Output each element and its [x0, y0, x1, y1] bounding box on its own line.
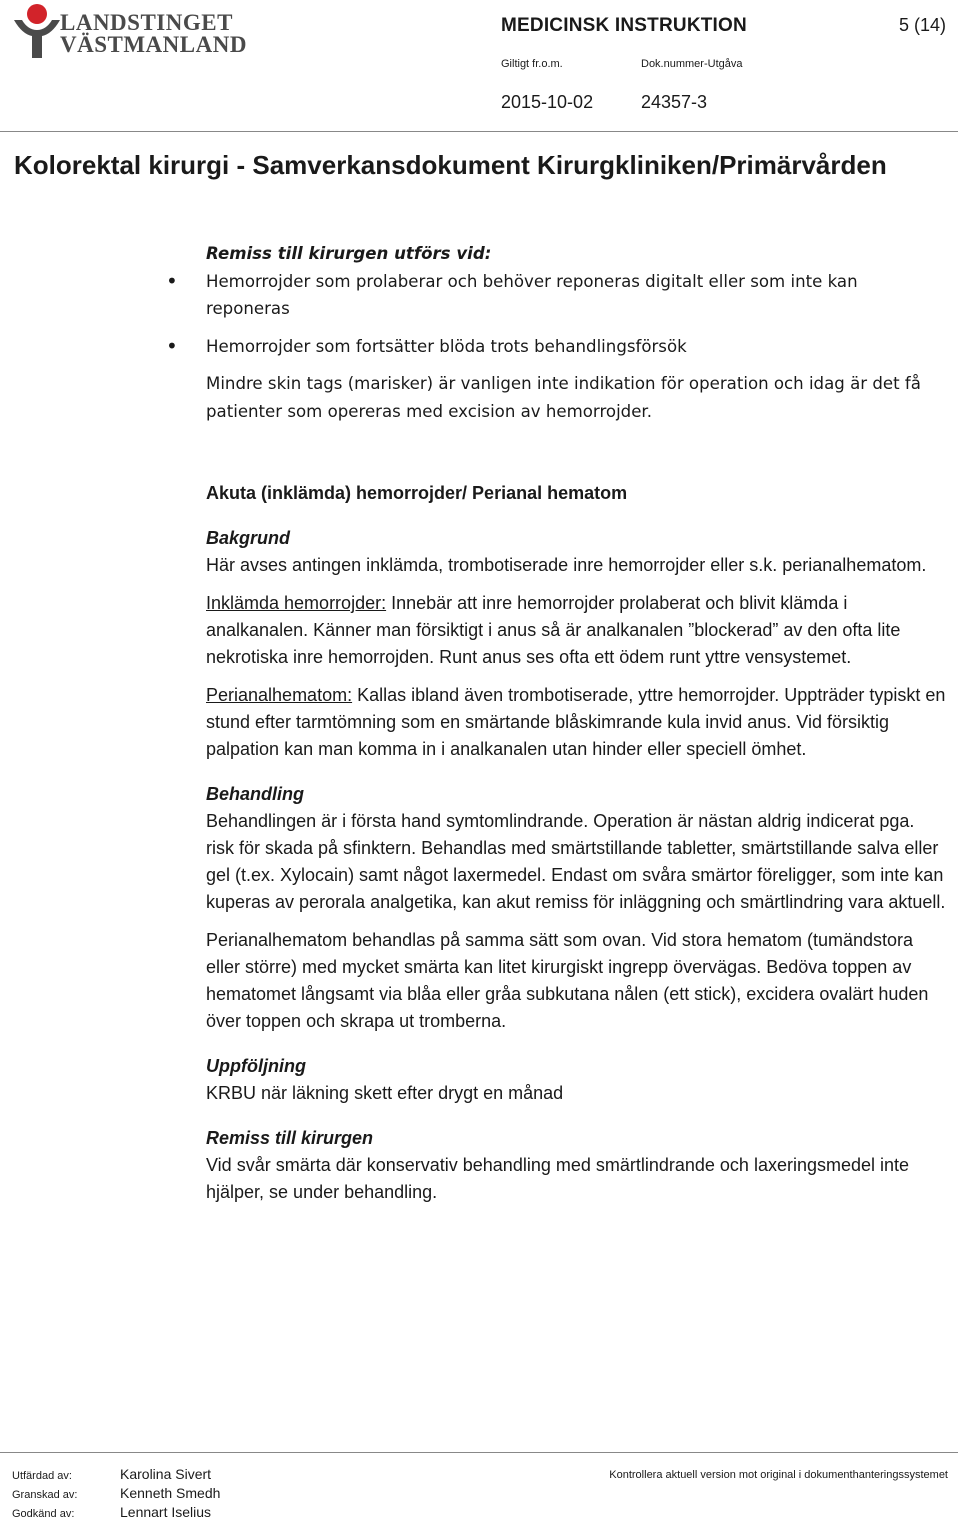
referral-heading: Remiss till kirurgen utförs vid:: [206, 244, 492, 263]
acute-section: [206, 480, 946, 1206]
followup-heading: Uppföljning: [206, 1056, 306, 1076]
followup-text: KRBU när läkning skett efter drygt en månad: [206, 1083, 564, 1103]
perianal-label: Perianalhematom:: [206, 685, 353, 705]
header-divider: [0, 131, 958, 132]
perianal-text: Kallas ibland även trombotiserade, yttre hemorrojder. Uppträder typiskt en stund efter tarmtömning som en smärtande blåskimrande kula invid anus. Vid försiktig palpation kan man komma in i analkanalen utan hinder eller speciell ömhet.: [206, 685, 946, 759]
referral-surgery-text: Vid svår smärta där konservativ behandling med smärtlindrande och laxeringsmedel inte hjälper, se under behandling.: [206, 1155, 910, 1202]
page-number: 5 (14): [898, 15, 946, 35]
reviewed-by: Kenneth Smedh: [120, 1485, 221, 1501]
logo-line-1: LANDSTINGET: [60, 10, 233, 35]
background-text: Här avses antingen inklämda, trombotiserade inre hemorrojder eller s.k. perianalhematom.: [206, 555, 927, 575]
referral-surgery-heading: Remiss till kirurgen: [206, 1128, 374, 1148]
treatment-text: Behandlingen är i första hand symtomlindrande. Operation är nästan aldrig indicerat pga. risk för skada på sfinktern. Behandlas med smärtstillande tabletter, smärtstillande salva eller gel (t.ex. Xylocain) samt något laxermedel. Endast om svåra smärtor föreligger, som inte kan kuperas av perorala analgetika, kan akut remiss för inläggning och smärtlindring vara aktuell.: [206, 811, 946, 912]
valid-from-date: 2015-10-02: [501, 92, 594, 112]
footer-divider: [0, 1452, 958, 1453]
perianal-paragraph: [206, 682, 946, 763]
background-heading: Bakgrund: [206, 528, 291, 548]
referral-section: [206, 240, 946, 425]
doc-number-label: Dok.nummer-Utgåva: [641, 58, 743, 70]
doc-number: 24357-3: [641, 92, 708, 112]
treatment-text-2: Perianalhematom behandlas på samma sätt som ovan. Vid stora hematom (tumändstora eller större) med mycket smärta kan litet kirurgiskt ingrepp övervägas. Bedöva toppen av hematomet långsamt via blåa eller gråa subkutana nålen (ett stick), excidera ovalärt huden över toppen och skrapa ut tromberna.: [206, 930, 929, 1031]
reviewed-by-label: Granskad av:: [12, 1489, 78, 1501]
incarcerated-paragraph: [206, 590, 946, 671]
incarcerated-text: Innebär att inre hemorrojder prolaberat och blivit klämda i analkanalen. Känner man försiktigt i anus så är analkanalen ”blockerad” av den ofta lite nekrotiska inre hemorrojden. Runt anus ses ofta ett ödem runt yttre vensystemet.: [206, 593, 901, 667]
skin-tags-paragraph: Mindre skin tags (marisker) är vanligen inte indikation för operation och idag är det få patienter som opereras med excision av hemorrojder.: [206, 374, 921, 421]
logo-line-2: VÄSTMANLAND: [60, 32, 247, 57]
issued-by: Karolina Sivert: [120, 1466, 212, 1482]
incarcerated-label: Inklämda hemorrojder:: [206, 593, 387, 613]
approved-by-label: Godkänd av:: [12, 1508, 75, 1520]
logo-figure-icon: [12, 4, 62, 60]
issued-by-label: Utfärdad av:: [12, 1470, 72, 1482]
organization-logo: [12, 4, 247, 60]
referral-bullet-list: [0, 268, 946, 361]
valid-from-label: Giltigt fr.o.m.: [501, 58, 563, 70]
page-title: Kolorektal kirurgi - Samverkansdokument Kirurgkliniken/Primärvården: [14, 150, 887, 180]
approved-by: Lennart Iselius: [120, 1504, 212, 1520]
version-control-note: Kontrollera aktuell version mot original i dokumenthanteringssystemet: [609, 1469, 948, 1481]
treatment-heading: Behandling: [206, 784, 304, 804]
list-item: • Hemorrojder som fortsätter blöda trots behandlingsförsök: [136, 333, 946, 361]
list-item: • Hemorrojder som prolaberar och behöver reponeras digitalt eller som inte kan reponeras: [136, 268, 946, 323]
acute-section-title: Akuta (inklämda) hemorrojder/ Perianal hematom: [206, 483, 628, 503]
document-type: MEDICINSK INSTRUKTION: [501, 15, 747, 36]
